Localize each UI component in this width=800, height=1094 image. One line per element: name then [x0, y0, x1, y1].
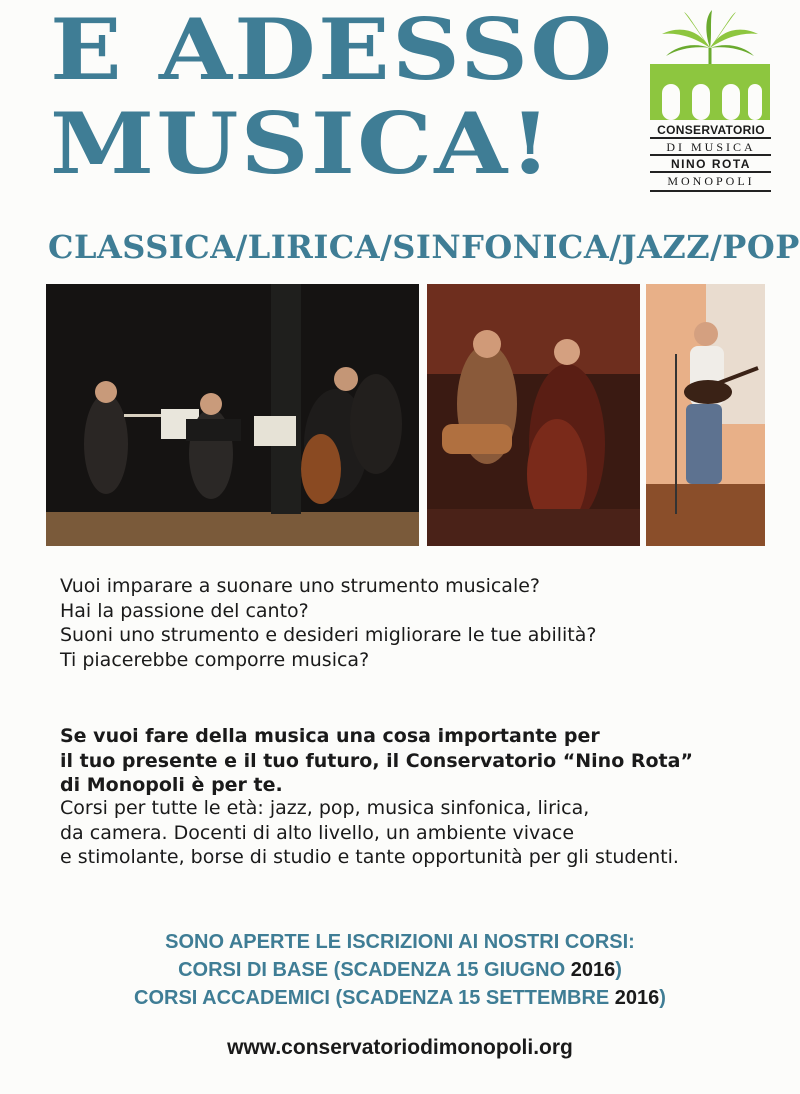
logo-divider	[650, 154, 771, 156]
logo-text-line-4: MONOPOLI	[667, 174, 755, 188]
logo-text-line-2: DI MUSICA	[666, 140, 756, 154]
pitch-block	[60, 724, 693, 798]
logo-divider	[650, 190, 771, 192]
base-courses-text: CORSI DI BASE (SCADENZA 15 GIUGNO	[178, 959, 571, 981]
pitch-line: Se vuoi fare della musica una cosa importante per	[60, 725, 600, 747]
headline-line-1: E ADESSO	[50, 0, 615, 99]
pitch-line: il tuo presente e il tuo futuro, il Conservatorio “Nino Rota”	[60, 749, 693, 772]
website-link[interactable]: www.conservatoriodimonopoli.org	[227, 1036, 573, 1059]
palm-leaves-icon	[662, 10, 758, 68]
academic-courses-year: 2016	[614, 987, 660, 1009]
base-courses-year: 2016	[570, 959, 616, 981]
logo-text-line-3: NINO ROTA	[671, 157, 751, 171]
details-line: da camera. Docenti di alto livello, un ambiente vivace	[60, 821, 575, 844]
base-courses-deadline	[0, 956, 800, 984]
base-courses-close: )	[615, 959, 622, 981]
question-line: Vuoi imparare a suonare uno strumento musicale?	[60, 575, 540, 597]
academic-courses-text: CORSI ACCADEMICI (SCADENZA 15 SETTEMBRE	[134, 987, 615, 1009]
details-block	[60, 796, 679, 870]
question-line: Ti piacerebbe comporre musica?	[60, 648, 370, 671]
pitch-line: di Monopoli è per te.	[60, 774, 283, 796]
guitar-singer-photo	[646, 284, 765, 546]
questions-block	[60, 574, 596, 672]
logo-text-line-1: CONSERVATORIO	[657, 123, 765, 137]
details-line: Corsi per tutte le età: jazz, pop, musica sinfonica, lirica,	[60, 797, 590, 819]
genres-subtitle: CLASSICA/LIRICA/SINFONICA/JAZZ/POP	[48, 228, 800, 266]
headline-line-2: MUSICA!	[50, 94, 553, 193]
question-line: Hai la passione del canto?	[60, 599, 309, 622]
academic-courses-deadline	[0, 984, 800, 1012]
details-line: e stimolante, borse di studio e tante opportunità per gli studenti.	[60, 846, 679, 868]
string-quartet-photo	[46, 284, 419, 546]
singer-cellist-photo	[427, 284, 640, 546]
arches-icon	[650, 64, 770, 120]
academic-courses-close: )	[659, 987, 666, 1009]
enrollment-open-text: SONO APERTE LE ISCRIZIONI AI NOSTRI CORSI:	[165, 931, 635, 953]
question-line: Suoni uno strumento e desideri migliorare le tue abilità?	[60, 624, 597, 646]
logo-divider	[650, 137, 771, 139]
logo-divider	[650, 171, 771, 173]
